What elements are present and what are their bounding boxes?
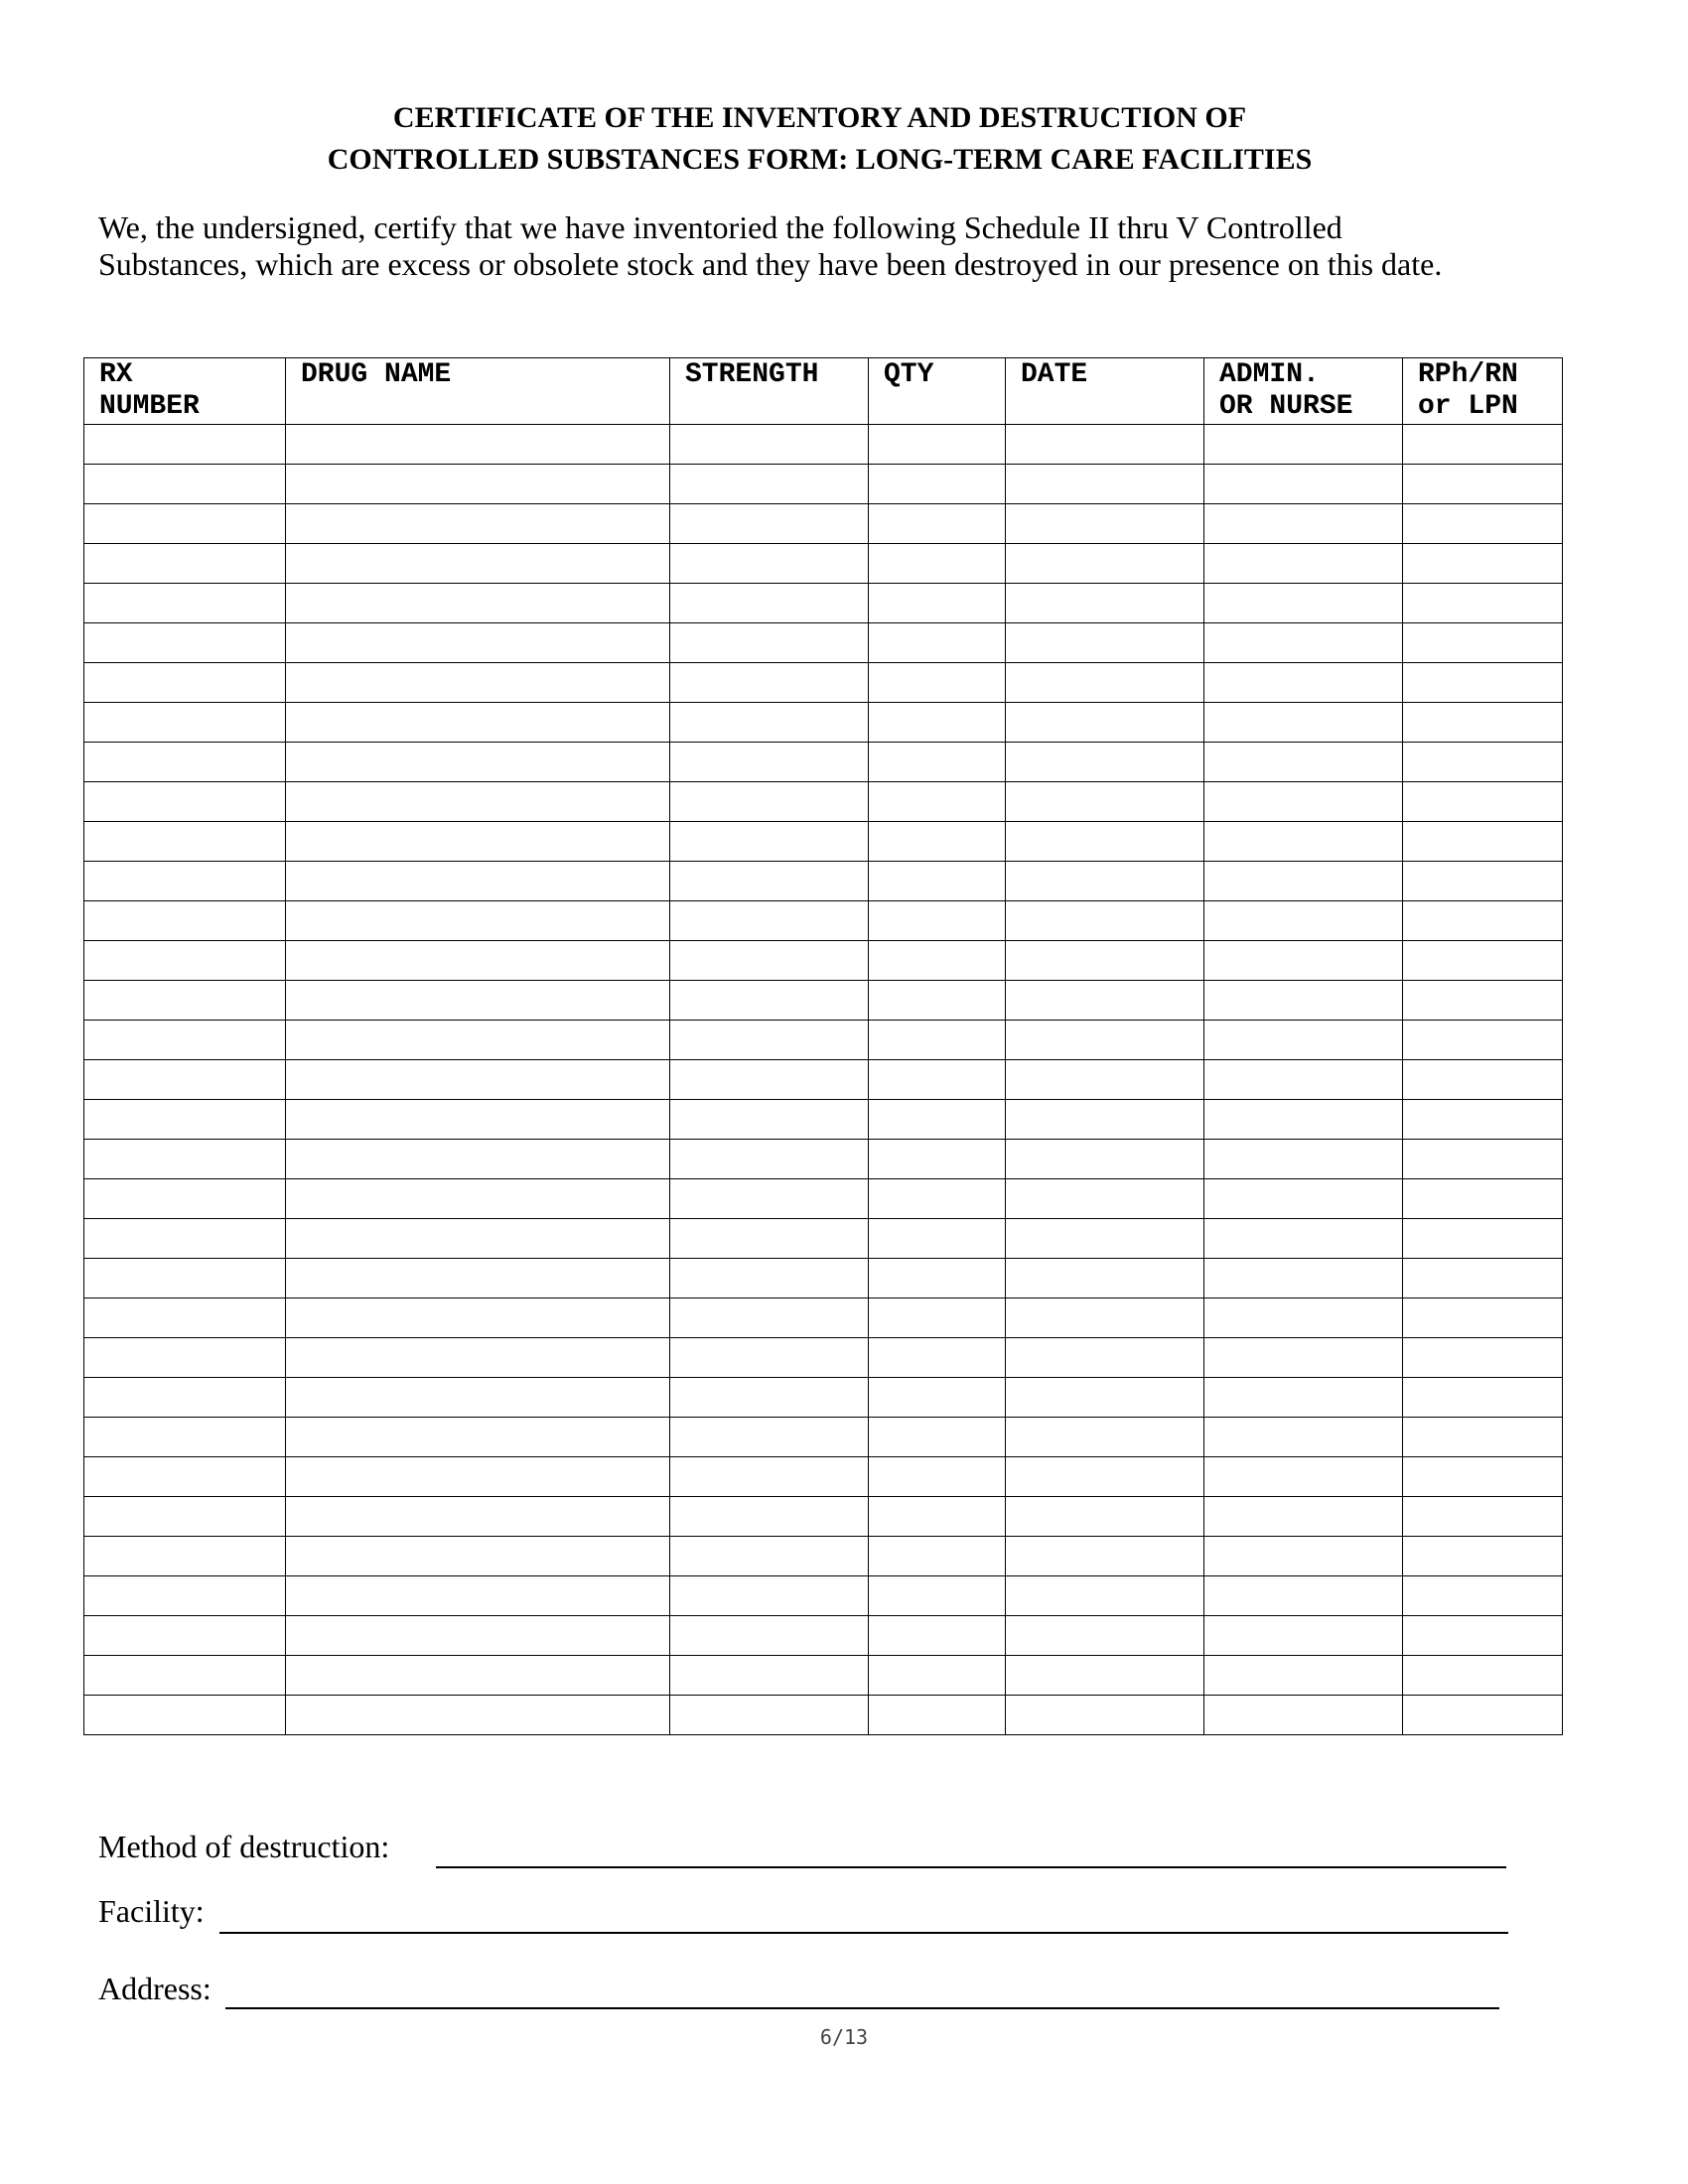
table-cell[interactable] [869,623,1006,663]
table-cell[interactable] [869,425,1006,465]
form-title [0,97,1639,181]
table-cell[interactable] [1403,703,1563,743]
table-cell[interactable] [1403,782,1563,822]
table-cell[interactable] [1403,1418,1563,1457]
table-cell[interactable] [670,1457,869,1497]
table-cell[interactable] [286,425,670,465]
table-cell[interactable] [1204,623,1403,663]
table-cell[interactable] [1403,425,1563,465]
table-cell[interactable] [1204,1179,1403,1219]
table-cell[interactable] [84,1497,286,1537]
form-title-line-2: CONTROLLED SUBSTANCES FORM: LONG-TERM CARE FACILITIES [327,143,1313,176]
table-cell[interactable] [869,1537,1006,1576]
table-cell[interactable] [1204,1060,1403,1100]
table-cell[interactable] [869,1219,1006,1259]
table-cell[interactable] [286,901,670,941]
table-row [84,981,1563,1021]
table-cell[interactable] [1403,1021,1563,1060]
table-cell[interactable] [1403,544,1563,584]
table-cell[interactable] [670,1100,869,1140]
table-cell[interactable] [670,1418,869,1457]
table-cell[interactable] [670,1696,869,1735]
table-cell[interactable] [1403,1338,1563,1378]
table-cell[interactable] [286,1696,670,1735]
table-cell[interactable] [670,703,869,743]
table-cell[interactable] [1006,901,1204,941]
table-cell[interactable] [1204,1696,1403,1735]
table-cell[interactable] [1006,1576,1204,1616]
table-cell[interactable] [84,1537,286,1576]
table-row [84,1696,1563,1735]
table-cell[interactable] [1204,1537,1403,1576]
table-cell[interactable] [670,862,869,901]
table-cell[interactable] [1006,1457,1204,1497]
table-row [84,782,1563,822]
table-cell[interactable] [670,623,869,663]
table-cell[interactable] [286,465,670,504]
address-label: Address: [98,1971,211,2006]
table-cell[interactable] [869,703,1006,743]
table-cell[interactable] [286,862,670,901]
table-row [84,1338,1563,1378]
table-cell[interactable] [1403,1259,1563,1298]
table-cell[interactable] [869,1656,1006,1696]
table-cell[interactable] [1403,901,1563,941]
table-cell[interactable] [670,425,869,465]
table-cell[interactable] [670,941,869,981]
table-cell[interactable] [1204,862,1403,901]
table-row [84,1259,1563,1298]
table-row [84,425,1563,465]
table-cell[interactable] [1204,663,1403,703]
table-cell[interactable] [1006,1616,1204,1656]
table-cell[interactable] [1204,782,1403,822]
table-cell[interactable] [286,1060,670,1100]
table-cell[interactable] [869,504,1006,544]
table-cell[interactable] [1204,1338,1403,1378]
table-cell[interactable] [1006,465,1204,504]
column-header-rx-number: RX NUMBER [84,358,286,425]
table-cell[interactable] [1204,822,1403,862]
table-cell[interactable] [1006,703,1204,743]
table-row [84,1100,1563,1140]
table-cell[interactable] [1403,663,1563,703]
table-cell[interactable] [670,544,869,584]
table-cell[interactable] [869,1298,1006,1338]
table-header-row [84,358,1563,425]
table-cell[interactable] [1006,504,1204,544]
table-cell[interactable] [670,1378,869,1418]
table-cell[interactable] [1006,1656,1204,1696]
table-cell[interactable] [1403,1656,1563,1696]
table-cell[interactable] [84,1576,286,1616]
table-cell[interactable] [1006,1418,1204,1457]
address-field[interactable] [225,2007,1499,2009]
column-header-strength: STRENGTH [670,358,869,425]
table-cell[interactable] [1204,901,1403,941]
table-cell[interactable] [84,1656,286,1696]
table-cell[interactable] [670,1497,869,1537]
column-header-date: DATE [1006,358,1204,425]
table-cell[interactable] [1204,465,1403,504]
table-cell[interactable] [286,1576,670,1616]
table-cell[interactable] [84,504,286,544]
table-cell[interactable] [286,663,670,703]
table-row [84,1179,1563,1219]
table-cell[interactable] [286,1259,670,1298]
table-cell[interactable] [286,1497,670,1537]
table-cell[interactable] [1403,1298,1563,1338]
table-cell[interactable] [1204,504,1403,544]
table-row [84,862,1563,901]
table-row [84,822,1563,862]
table-cell[interactable] [1403,862,1563,901]
table-cell[interactable] [1403,623,1563,663]
table-cell[interactable] [670,901,869,941]
table-cell[interactable] [1403,584,1563,623]
table-cell[interactable] [84,1140,286,1179]
table-cell[interactable] [670,1537,869,1576]
table-row [84,941,1563,981]
table-cell[interactable] [670,1060,869,1100]
table-cell[interactable] [286,1179,670,1219]
table-cell[interactable] [1204,703,1403,743]
table-cell[interactable] [670,1656,869,1696]
table-cell[interactable] [1006,663,1204,703]
table-cell[interactable] [1204,1457,1403,1497]
table-cell[interactable] [1006,1298,1204,1338]
table-cell[interactable] [869,663,1006,703]
table-cell[interactable] [84,1616,286,1656]
table-cell[interactable] [286,1537,670,1576]
table-cell[interactable] [1204,743,1403,782]
table-cell[interactable] [1403,465,1563,504]
table-cell[interactable] [286,1457,670,1497]
table-cell[interactable] [1006,584,1204,623]
table-cell[interactable] [670,1259,869,1298]
table-cell[interactable] [1006,981,1204,1021]
table-row [84,1060,1563,1100]
table-cell[interactable] [1403,1060,1563,1100]
table-cell[interactable] [670,1338,869,1378]
table-cell[interactable] [1006,1497,1204,1537]
table-cell[interactable] [1403,941,1563,981]
table-cell[interactable] [84,1179,286,1219]
table-cell[interactable] [286,1021,670,1060]
table-body [84,425,1563,1735]
table-row [84,663,1563,703]
table-cell[interactable] [1204,584,1403,623]
table-cell[interactable] [869,465,1006,504]
table-cell[interactable] [670,663,869,703]
table-row [84,1140,1563,1179]
table-cell[interactable] [1006,425,1204,465]
table-cell[interactable] [869,1338,1006,1378]
column-header-rph-rn-or-lpn: RPh/RN or LPN [1403,358,1563,425]
table-cell[interactable] [286,1140,670,1179]
table-cell[interactable] [869,1021,1006,1060]
table-cell[interactable] [1403,1140,1563,1179]
table-cell[interactable] [869,1497,1006,1537]
form-title-line-1: CERTIFICATE OF THE INVENTORY AND DESTRUCTION OF [392,101,1247,134]
table-cell[interactable] [670,1616,869,1656]
table-row [84,1616,1563,1656]
table-cell[interactable] [84,1338,286,1378]
table-cell[interactable] [84,1298,286,1338]
table-row [84,465,1563,504]
table-cell[interactable] [286,544,670,584]
table-cell[interactable] [1204,544,1403,584]
table-cell[interactable] [869,584,1006,623]
table-cell[interactable] [670,1298,869,1338]
table-row [84,1298,1563,1338]
table-cell[interactable] [1006,822,1204,862]
table-cell[interactable] [84,623,286,663]
table-row [84,1021,1563,1060]
table-cell[interactable] [1006,544,1204,584]
table-row [84,1219,1563,1259]
table-cell[interactable] [286,584,670,623]
facility-label: Facility: [98,1893,205,1929]
table-cell[interactable] [286,743,670,782]
table-cell[interactable] [84,544,286,584]
table-row [84,703,1563,743]
table-cell[interactable] [84,1021,286,1060]
method-of-destruction-field[interactable] [436,1866,1506,1868]
certification-line-2: Substances, which are excess or obsolete stock and they have been destroyed in our presence on this date. [98,246,1443,282]
table-cell[interactable] [1403,1219,1563,1259]
table-cell[interactable] [670,584,869,623]
table-cell[interactable] [1006,1338,1204,1378]
column-header-qty: QTY [869,358,1006,425]
table-cell[interactable] [84,1378,286,1418]
table-cell[interactable] [1006,1140,1204,1179]
table-cell[interactable] [869,901,1006,941]
method-of-destruction-label: Method of destruction: [98,1829,390,1864]
table-cell[interactable] [84,822,286,862]
table-cell[interactable] [286,1100,670,1140]
table-cell[interactable] [670,822,869,862]
table-cell[interactable] [1006,1537,1204,1576]
table-cell[interactable] [869,1140,1006,1179]
table-row [84,1457,1563,1497]
inventory-table [83,357,1563,1735]
page-number: 6/13 [819,2025,869,2049]
table-row [84,1378,1563,1418]
table-cell[interactable] [286,1616,670,1656]
table-cell[interactable] [84,584,286,623]
table-cell[interactable] [869,1696,1006,1735]
table-cell[interactable] [1403,1100,1563,1140]
table-cell[interactable] [670,1576,869,1616]
table-cell[interactable] [84,1418,286,1457]
table-cell[interactable] [1006,1179,1204,1219]
table-cell[interactable] [1204,1259,1403,1298]
table-cell[interactable] [1403,981,1563,1021]
table-cell[interactable] [869,1616,1006,1656]
table-cell[interactable] [1204,1140,1403,1179]
table-cell[interactable] [670,504,869,544]
table-cell[interactable] [869,1179,1006,1219]
table-cell[interactable] [1403,1576,1563,1616]
table-cell[interactable] [869,981,1006,1021]
table-cell[interactable] [1006,1060,1204,1100]
column-header-admin-or-nurse: ADMIN. OR NURSE [1204,358,1403,425]
table-cell[interactable] [670,1021,869,1060]
table-cell[interactable] [869,1576,1006,1616]
table-cell[interactable] [869,743,1006,782]
table-cell[interactable] [1204,1100,1403,1140]
table-cell[interactable] [84,782,286,822]
table-cell[interactable] [1204,1497,1403,1537]
table-cell[interactable] [286,1298,670,1338]
table-cell[interactable] [286,1378,670,1418]
table-cell[interactable] [869,1457,1006,1497]
table-cell[interactable] [869,1418,1006,1457]
table-cell[interactable] [84,941,286,981]
table-row [84,1418,1563,1457]
table-cell[interactable] [84,1100,286,1140]
table-cell[interactable] [869,1378,1006,1418]
table-cell[interactable] [84,981,286,1021]
table-cell[interactable] [286,1656,670,1696]
table-cell[interactable] [670,1219,869,1259]
table-row [84,1576,1563,1616]
table-row [84,584,1563,623]
table-cell[interactable] [670,1140,869,1179]
table-cell[interactable] [84,1060,286,1100]
table-cell[interactable] [286,504,670,544]
table-row [84,1497,1563,1537]
table-cell[interactable] [286,981,670,1021]
table-cell[interactable] [869,1060,1006,1100]
column-header-drug-name: DRUG NAME [286,358,670,425]
table-row [84,1537,1563,1576]
table-cell[interactable] [869,822,1006,862]
table-cell[interactable] [869,1259,1006,1298]
table-row [84,1656,1563,1696]
table-cell[interactable] [1006,1259,1204,1298]
table-cell[interactable] [1204,1378,1403,1418]
table-cell[interactable] [670,981,869,1021]
table-cell[interactable] [1006,1100,1204,1140]
table-cell[interactable] [1006,1021,1204,1060]
table-cell[interactable] [1403,743,1563,782]
table-cell[interactable] [1006,1219,1204,1259]
table-cell[interactable] [1204,1656,1403,1696]
table-cell[interactable] [1204,1021,1403,1060]
table-row [84,623,1563,663]
table-row [84,544,1563,584]
table-cell[interactable] [1204,941,1403,981]
table-cell[interactable] [670,743,869,782]
table-row [84,504,1563,544]
table-cell[interactable] [84,743,286,782]
table-cell[interactable] [286,941,670,981]
table-cell[interactable] [1403,1179,1563,1219]
table-cell[interactable] [84,425,286,465]
table-cell[interactable] [1006,623,1204,663]
table-cell[interactable] [84,663,286,703]
table-cell[interactable] [84,1259,286,1298]
table-cell[interactable] [286,623,670,663]
certification-line-1: We, the undersigned, certify that we have inventoried the following Schedule II thru V Controlled [98,209,1342,245]
table-cell[interactable] [1403,822,1563,862]
table-cell[interactable] [1006,1696,1204,1735]
table-cell[interactable] [869,544,1006,584]
table-cell[interactable] [286,1338,670,1378]
table-cell[interactable] [1006,862,1204,901]
table-cell[interactable] [1204,425,1403,465]
table-cell[interactable] [1006,782,1204,822]
table-cell[interactable] [84,465,286,504]
table-cell[interactable] [1006,743,1204,782]
table-cell[interactable] [869,1100,1006,1140]
table-cell[interactable] [1204,1616,1403,1656]
table-cell[interactable] [1204,1418,1403,1457]
table-cell[interactable] [286,822,670,862]
table-cell[interactable] [84,901,286,941]
table-cell[interactable] [1403,504,1563,544]
table-cell[interactable] [869,941,1006,981]
table-cell[interactable] [84,1696,286,1735]
table-cell[interactable] [286,782,670,822]
table-cell[interactable] [1204,1298,1403,1338]
table-row [84,743,1563,782]
table-cell[interactable] [286,1219,670,1259]
table-cell[interactable] [84,1219,286,1259]
table-cell[interactable] [1204,1219,1403,1259]
table-cell[interactable] [670,782,869,822]
table-cell[interactable] [670,1179,869,1219]
table-cell[interactable] [670,465,869,504]
table-cell[interactable] [1403,1696,1563,1735]
table-cell[interactable] [84,1457,286,1497]
table-cell[interactable] [84,703,286,743]
table-cell[interactable] [286,703,670,743]
table-row [84,901,1563,941]
table-cell[interactable] [1204,981,1403,1021]
table-cell[interactable] [1403,1537,1563,1576]
facility-field[interactable] [219,1932,1508,1934]
table-cell[interactable] [84,862,286,901]
table-cell[interactable] [1403,1378,1563,1418]
certification-statement [98,209,1588,283]
table-cell[interactable] [869,782,1006,822]
table-cell[interactable] [1403,1497,1563,1537]
table-cell[interactable] [869,862,1006,901]
table-cell[interactable] [1006,941,1204,981]
table-cell[interactable] [1204,1576,1403,1616]
table-cell[interactable] [286,1418,670,1457]
table-cell[interactable] [1403,1457,1563,1497]
table-cell[interactable] [1006,1378,1204,1418]
table-cell[interactable] [1403,1616,1563,1656]
